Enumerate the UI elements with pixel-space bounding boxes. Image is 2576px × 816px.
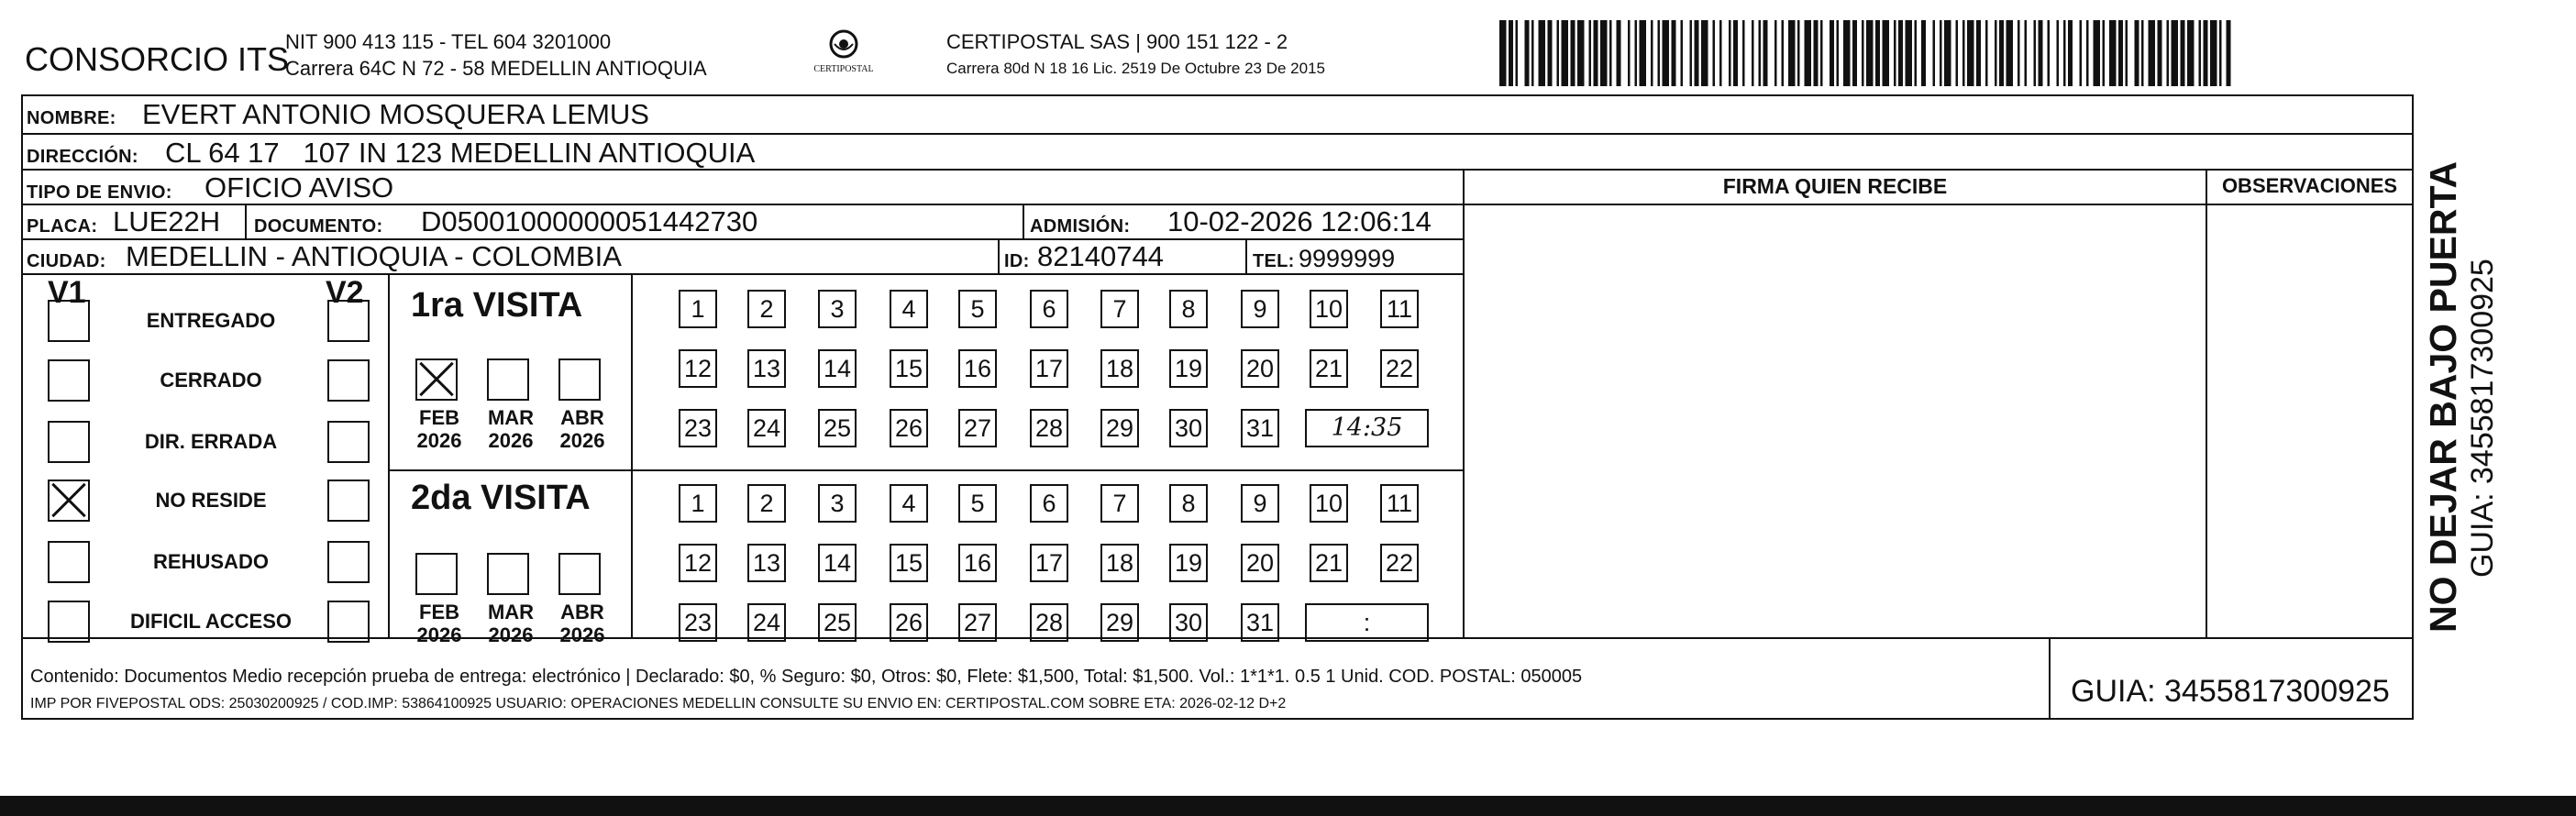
barcode-bar <box>1862 20 1864 86</box>
barcode-bar <box>1940 20 1942 86</box>
barcode-bar <box>1609 20 1612 86</box>
barcode-bar <box>1956 20 1959 86</box>
barcode-bar <box>1600 20 1608 86</box>
barcode-bar <box>1695 20 1699 86</box>
barcode-bar <box>2063 20 2066 86</box>
barcode-bar <box>2068 20 2073 86</box>
ciudad-label: CIUDAD: <box>27 251 106 271</box>
day-box[interactable]: 13 <box>747 544 786 582</box>
day-box[interactable]: 22 <box>1380 544 1419 582</box>
day-box[interactable]: 17 <box>1030 349 1068 388</box>
day-box[interactable]: 28 <box>1030 603 1068 642</box>
v1-header: V1 <box>48 275 86 310</box>
company-address: Carrera 64C N 72 - 58 MEDELLIN ANTIOQUIA <box>285 57 707 80</box>
tel-value: 9999999 <box>1299 245 1396 272</box>
barcode-bar <box>1577 20 1585 86</box>
barcode-bar <box>1719 20 1722 86</box>
barcode-bar <box>2167 20 2170 86</box>
barcode-bar <box>1663 20 1670 86</box>
month-label: FEB <box>419 406 459 429</box>
barcode-bar <box>1933 20 1936 86</box>
barcode-bar <box>1681 20 1684 86</box>
month-label: FEB <box>419 601 459 623</box>
day-box[interactable]: 8 <box>1169 484 1208 523</box>
first-visit-title: 1ra VISITA <box>411 286 583 325</box>
day-box[interactable]: 29 <box>1100 603 1139 642</box>
divider <box>631 273 633 637</box>
divider <box>2049 637 2051 720</box>
barcode-bar <box>2048 20 2051 86</box>
barcode-bar <box>2227 20 2231 86</box>
status-option-label: NO RESIDE <box>155 489 267 512</box>
barcode-bar <box>1562 20 1569 86</box>
barcode-bar <box>1640 20 1647 86</box>
v1-checkbox[interactable] <box>48 480 90 522</box>
barcode-bar <box>2199 20 2202 86</box>
barcode-bar <box>1843 20 1851 86</box>
barcode-bar <box>2204 20 2208 86</box>
direccion-label: DIRECCIÓN: <box>27 147 138 167</box>
divider <box>2206 169 2207 637</box>
v1-checkbox[interactable] <box>48 359 90 402</box>
ciudad-value: MEDELLIN - ANTIOQUIA - COLOMBIA <box>126 240 622 272</box>
day-box[interactable]: 25 <box>818 603 857 642</box>
day-box[interactable]: 6 <box>1030 484 1068 523</box>
ciudad-row <box>23 240 1463 273</box>
barcode-bar <box>1774 20 1777 86</box>
day-box[interactable]: 18 <box>1100 544 1139 582</box>
day-box[interactable]: 24 <box>747 603 786 642</box>
day-box[interactable]: 17 <box>1030 544 1068 582</box>
v2-header: V2 <box>326 275 364 310</box>
day-box[interactable]: 27 <box>958 603 997 642</box>
day-box[interactable]: 30 <box>1169 603 1208 642</box>
barcode-bar <box>2210 20 2217 86</box>
day-box[interactable]: 7 <box>1100 290 1139 328</box>
barcode-bar <box>1628 20 1631 86</box>
barcode-bar <box>1617 20 1621 86</box>
imp-line: IMP POR FIVEPOSTAL ODS: 25030200925 / COD.IMP: 53864100925 USUARIO: OPERACIONES MEDELLIN CONSULTE SU ENVIO EN: CERTIPOSTAL.COM SOBRE ETA: 2026-02-12 D+2 <box>30 696 1287 711</box>
day-box[interactable]: 5 <box>958 484 997 523</box>
barcode-bar <box>1752 20 1754 86</box>
divider <box>245 205 247 238</box>
day-box[interactable]: 19 <box>1169 544 1208 582</box>
barcode-bar <box>1921 20 1926 86</box>
side-warning <box>2423 110 2501 633</box>
day-box[interactable]: 30 <box>1169 409 1208 447</box>
day-box[interactable]: 28 <box>1030 409 1068 447</box>
company-name: CONSORCIO ITS <box>25 40 290 78</box>
barcode-bar <box>2187 20 2195 86</box>
barcode-bar <box>1788 20 1796 86</box>
barcode-bar <box>1759 20 1762 86</box>
firma-header: FIRMA QUIEN RECIBE <box>1722 174 1948 198</box>
barcode-bar <box>1672 20 1676 86</box>
day-box[interactable]: 26 <box>890 409 928 447</box>
barcode-bar <box>1837 20 1840 86</box>
divider <box>23 637 2412 639</box>
barcode-bar <box>1557 20 1560 86</box>
day-box[interactable]: 18 <box>1100 349 1139 388</box>
divider <box>388 469 1463 471</box>
divider <box>998 240 1000 273</box>
certipostal-logo-icon <box>807 28 880 83</box>
admision-value: 10-02-2026 12:06:14 <box>1167 205 1432 237</box>
status-option-label: DIR. ERRADA <box>144 430 278 453</box>
month-checkbox-mar[interactable] <box>487 358 529 401</box>
day-box[interactable]: 11 <box>1380 484 1419 523</box>
barcode-bar <box>1509 20 1513 86</box>
day-box[interactable]: 29 <box>1100 409 1139 447</box>
day-box[interactable]: 12 <box>679 544 717 582</box>
day-box[interactable]: 19 <box>1169 349 1208 388</box>
v1-checkbox[interactable] <box>48 541 90 583</box>
year-label: 2026 <box>416 623 462 646</box>
tipo-row <box>23 171 1463 205</box>
barcode-bar <box>2181 20 2185 86</box>
divider <box>388 273 390 637</box>
barcode-bar <box>1906 20 1913 86</box>
barcode-bar <box>1516 20 1519 86</box>
day-box[interactable]: 1 <box>679 484 717 523</box>
day-box[interactable]: 31 <box>1241 409 1279 447</box>
barcode-bar <box>1967 20 1974 86</box>
barcode-bar <box>2025 20 2028 86</box>
barcode-bar <box>1499 20 1507 86</box>
barcode-bar <box>1548 20 1553 86</box>
month-checkbox-mar[interactable] <box>487 553 529 595</box>
barcode-bar <box>1690 20 1693 86</box>
status-option-label: DIFICIL ACCESO <box>129 610 292 633</box>
day-box[interactable]: 15 <box>890 544 928 582</box>
year-label: 2026 <box>488 623 534 646</box>
day-box[interactable]: 27 <box>958 409 997 447</box>
barcode-bar <box>1866 20 1874 86</box>
divider <box>23 273 1463 275</box>
placa-value: LUE22H <box>113 205 221 237</box>
year-label: 2026 <box>488 429 534 452</box>
barcode-bar <box>1805 20 1812 86</box>
barcode-bar <box>1713 20 1716 86</box>
barcode-bar <box>1852 20 1857 86</box>
day-box[interactable]: 25 <box>818 409 857 447</box>
v2-checkbox[interactable] <box>327 541 370 583</box>
barcode-bar <box>2039 20 2043 86</box>
day-box[interactable]: 11 <box>1380 290 1419 328</box>
month-checkbox-abr[interactable] <box>558 553 601 595</box>
v2-checkbox[interactable] <box>327 421 370 463</box>
placa-row <box>23 205 1463 238</box>
direccion-value: CL 64 17 107 IN 123 MEDELLIN ANTIOQUIA <box>165 137 756 169</box>
barcode-bar <box>1635 20 1638 86</box>
divider <box>1023 205 1024 238</box>
barcode-bar <box>1782 20 1785 86</box>
contenido-line: Contenido: Documentos Medio recepción prueba de entrega: electrónico | Declarado: $0, % Seguro: $0, Otros: $0, Flete: $1,500, Total: $1,500. Vol.: 1*1*1. 0.5 1 Unid. COD. POSTAL: 050005 <box>30 667 1583 687</box>
barcode-bar <box>1898 20 1903 86</box>
guia-box: GUIA: 3455817300925 <box>2071 674 2390 709</box>
certipostal-logo <box>807 28 880 83</box>
day-box[interactable]: 31 <box>1241 603 1279 642</box>
month-label: MAR <box>487 406 535 429</box>
logo-text: CERTIPOSTAL <box>813 64 874 74</box>
status-option-label: ENTREGADO <box>146 309 276 332</box>
barcode-bar <box>2007 20 2014 86</box>
day-box[interactable]: 20 <box>1241 544 1279 582</box>
barcode-bar <box>1995 20 1997 86</box>
day-box[interactable]: 10 <box>1310 290 1348 328</box>
barcode-bar <box>2080 20 2083 86</box>
barcode-bar <box>1571 20 1575 86</box>
day-box[interactable]: 7 <box>1100 484 1139 523</box>
day-box[interactable]: 21 <box>1310 349 1348 388</box>
barcode-bar <box>1985 20 1988 86</box>
day-box[interactable]: 9 <box>1241 484 1279 523</box>
barcode-bar <box>2141 20 2144 86</box>
day-box[interactable]: 22 <box>1380 349 1419 388</box>
year-label: 2026 <box>559 623 605 646</box>
barcode-bar <box>1525 20 1530 86</box>
barcode-bar <box>1742 20 1745 86</box>
month-label: ABR <box>560 406 604 429</box>
barcode-bar <box>1763 20 1768 86</box>
barcode-bar <box>2034 20 2037 86</box>
barcode-bar <box>2135 20 2139 86</box>
day-box[interactable]: 16 <box>958 544 997 582</box>
certipostal-line: CERTIPOSTAL SAS | 900 151 122 - 2 <box>946 30 1288 53</box>
placa-label: PLACA: <box>27 216 98 237</box>
barcode-graphic <box>1499 20 2233 86</box>
day-box[interactable]: 8 <box>1169 290 1208 328</box>
barcode-bar <box>1797 20 1800 86</box>
nombre-label: NOMBRE: <box>27 108 116 128</box>
day-box[interactable]: 1 <box>679 290 717 328</box>
day-box[interactable]: 3 <box>818 290 857 328</box>
barcode-bar <box>1976 20 1981 86</box>
barcode-bar <box>2094 20 2101 86</box>
second-visit-title: 2da VISITA <box>411 479 591 517</box>
status-option-label: CERRADO <box>160 369 262 391</box>
barcode-bar <box>2057 20 2060 86</box>
day-box[interactable]: 23 <box>679 603 717 642</box>
barcode-bar <box>1830 20 1834 86</box>
side-guia: GUIA: 3455817300925 <box>2465 259 2500 578</box>
barcode-bar <box>2219 20 2222 86</box>
barcode-bar <box>1999 20 2004 86</box>
day-box[interactable]: 2 <box>747 290 786 328</box>
certipostal-address: Carrera 80d N 18 16 Lic. 2519 De Octubre 23 De 2015 <box>946 60 1325 77</box>
day-box[interactable]: 4 <box>890 290 928 328</box>
barcode-bar <box>1915 20 1918 86</box>
month-checkbox-feb[interactable] <box>415 358 458 401</box>
barcode-bar <box>1875 20 1880 86</box>
tipo-value: OFICIO AVISO <box>205 171 394 204</box>
day-box[interactable]: 15 <box>890 349 928 388</box>
id-value: 82140744 <box>1037 240 1164 272</box>
barcode-bar <box>2086 20 2089 86</box>
barcode-bar <box>2018 20 2020 86</box>
documento-value: D05001000000051442730 <box>421 205 758 237</box>
barcode <box>1499 20 2233 86</box>
month-checkbox-abr[interactable] <box>558 358 601 401</box>
day-box[interactable]: 16 <box>958 349 997 388</box>
barcode-bar <box>1944 20 1951 86</box>
nit-line: NIT 900 413 115 - TEL 604 3201000 <box>285 30 612 53</box>
barcode-bar <box>1701 20 1708 86</box>
barcode-bar <box>1651 20 1653 86</box>
barcode-bar <box>1733 20 1738 86</box>
time-box[interactable]: : <box>1305 603 1429 642</box>
day-box[interactable]: 13 <box>747 349 786 388</box>
day-box[interactable]: 24 <box>747 409 786 447</box>
barcode-bar <box>2158 20 2162 86</box>
day-box[interactable]: 6 <box>1030 290 1068 328</box>
barcode-bar <box>1658 20 1661 86</box>
day-box[interactable]: 9 <box>1241 290 1279 328</box>
nombre-row <box>23 96 2412 133</box>
documento-label: DOCUMENTO: <box>254 216 383 237</box>
id-label: ID: <box>1004 251 1030 271</box>
year-label: 2026 <box>559 429 605 452</box>
day-box[interactable]: 23 <box>679 409 717 447</box>
barcode-bar <box>2118 20 2123 86</box>
barcode-bar <box>1894 20 1896 86</box>
day-box[interactable]: 10 <box>1310 484 1348 523</box>
tipo-label: TIPO DE ENVIO: <box>27 182 172 203</box>
barcode-bar <box>2126 20 2128 86</box>
v1-checkbox[interactable] <box>48 421 90 463</box>
v2-checkbox[interactable] <box>327 359 370 402</box>
admision-label: ADMISIÓN: <box>1030 216 1131 237</box>
barcode-bar <box>1589 20 1592 86</box>
barcode-bar <box>1531 20 1534 86</box>
month-label: ABR <box>560 601 604 623</box>
observaciones-header: OBSERVACIONES <box>2221 174 2398 197</box>
barcode-bar <box>2172 20 2179 86</box>
time-box[interactable]: 14:35 <box>1305 409 1429 447</box>
day-box[interactable]: 3 <box>818 484 857 523</box>
barcode-bar <box>2149 20 2156 86</box>
barcode-bar <box>1883 20 1890 86</box>
barcode-bar <box>1539 20 1546 86</box>
month-checkbox-feb[interactable] <box>415 553 458 595</box>
day-box[interactable]: 2 <box>747 484 786 523</box>
direccion-row <box>23 135 2412 171</box>
no-dejar-bajo-puerta: NO DEJAR BAJO PUERTA <box>2422 160 2464 633</box>
day-box[interactable]: 5 <box>958 290 997 328</box>
barcode-bar <box>1594 20 1598 86</box>
v2-checkbox[interactable] <box>327 480 370 522</box>
divider <box>1245 240 1247 273</box>
day-box[interactable]: 12 <box>679 349 717 388</box>
barcode-bar <box>1962 20 1965 86</box>
barcode-bar <box>2103 20 2106 86</box>
divider <box>1463 169 1465 637</box>
day-box[interactable]: 26 <box>890 603 928 642</box>
barcode-bar <box>1729 20 1731 86</box>
status-option-label: REHUSADO <box>153 550 269 573</box>
month-label: MAR <box>487 601 535 623</box>
barcode-bar <box>1820 20 1823 86</box>
year-label: 2026 <box>416 429 462 452</box>
nombre-value: EVERT ANTONIO MOSQUERA LEMUS <box>142 98 649 130</box>
v1-checkbox[interactable] <box>48 300 90 342</box>
day-box[interactable]: 14 <box>818 544 857 582</box>
day-box[interactable]: 21 <box>1310 544 1348 582</box>
barcode-bar <box>2109 20 2117 86</box>
barcode-bar <box>1814 20 1819 86</box>
day-box[interactable]: 20 <box>1241 349 1279 388</box>
v2-checkbox[interactable] <box>327 300 370 342</box>
day-box[interactable]: 4 <box>890 484 928 523</box>
day-box[interactable]: 14 <box>818 349 857 388</box>
bottom-border <box>0 796 2576 816</box>
tel-label: TEL: <box>1253 251 1295 271</box>
